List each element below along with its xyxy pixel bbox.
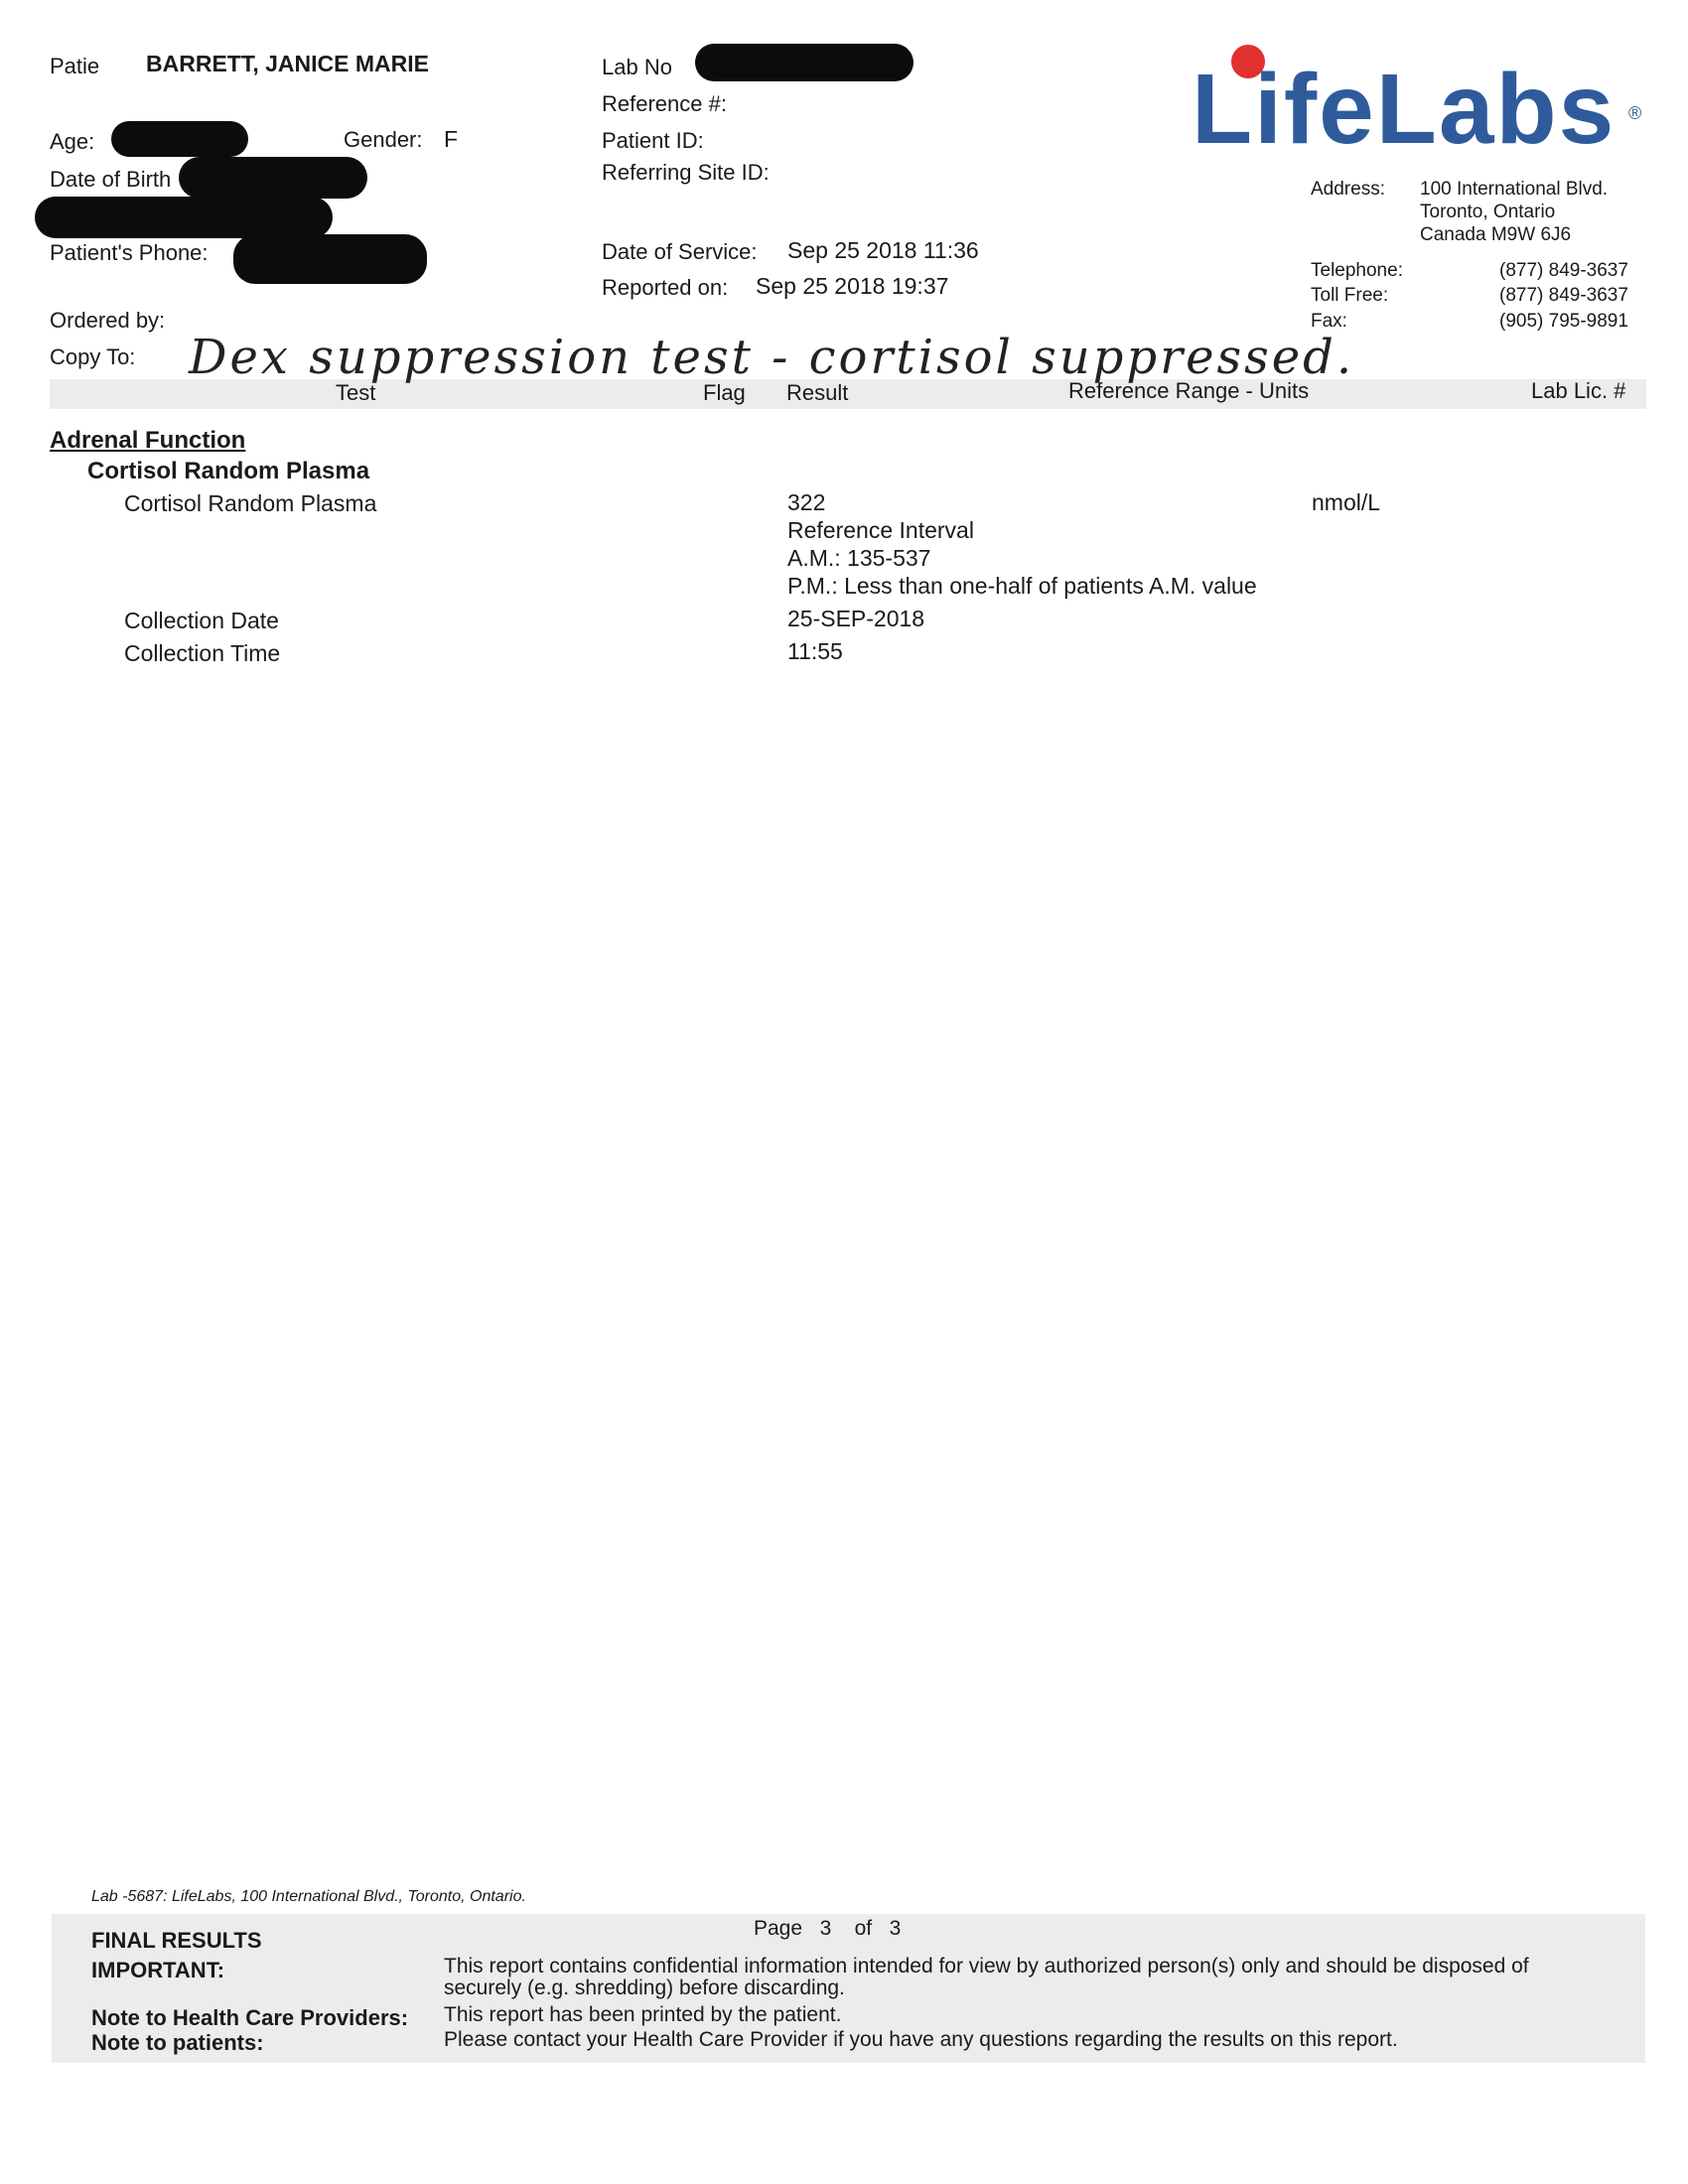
dob-label: Date of Birth bbox=[50, 167, 172, 192]
address-label: Address: bbox=[1311, 179, 1385, 200]
patient-name-label: Patie bbox=[50, 54, 100, 78]
final-results-label: FINAL RESULTS bbox=[91, 1928, 262, 1953]
test-name: Cortisol Random Plasma bbox=[124, 490, 377, 516]
reported-on-label: Reported on: bbox=[602, 275, 729, 300]
lab-no-redaction bbox=[695, 44, 914, 81]
fax-value: (905) 795-9891 bbox=[1499, 311, 1628, 332]
result-units: nmol/L bbox=[1312, 489, 1381, 515]
column-lab-lic: Lab Lic. # bbox=[1531, 378, 1626, 403]
column-flag: Flag bbox=[703, 380, 746, 405]
reference-label: Reference #: bbox=[602, 91, 727, 116]
address-line-2: Toronto, Ontario bbox=[1420, 202, 1556, 222]
am-range: A.M.: 135-537 bbox=[787, 545, 931, 571]
logo-registered-mark: ® bbox=[1628, 103, 1642, 123]
patients-note-text: Please contact your Health Care Provider if you have any questions regarding the results on this report. bbox=[444, 2028, 1398, 2051]
toll-free-value: (877) 849-3637 bbox=[1499, 285, 1628, 306]
page-indicator bbox=[754, 1917, 901, 1941]
age-label: Age: bbox=[50, 129, 95, 154]
column-reference-range: Reference Range - Units bbox=[1068, 378, 1310, 403]
collection-date-value: 25-SEP-2018 bbox=[787, 606, 925, 631]
lab-line: Lab -5687: LifeLabs, 100 International Blvd., Toronto, Ontario. bbox=[91, 1888, 526, 1905]
patient-phone-label: Patient's Phone: bbox=[50, 240, 209, 265]
telephone-value: (877) 849-3637 bbox=[1499, 260, 1628, 281]
important-label: IMPORTANT: bbox=[91, 1958, 225, 1982]
logo-text: LifeLabs bbox=[1192, 54, 1617, 165]
patient-id-label: Patient ID: bbox=[602, 128, 704, 153]
date-of-service-label: Date of Service: bbox=[602, 239, 758, 264]
toll-free-label: Toll Free: bbox=[1311, 285, 1389, 306]
reference-interval-label: Reference Interval bbox=[787, 517, 974, 543]
lifelabs-logo bbox=[1192, 40, 1658, 169]
copy-to-label: Copy To: bbox=[50, 344, 136, 369]
phone-redaction bbox=[233, 234, 427, 284]
address-line-1: 100 International Blvd. bbox=[1420, 179, 1609, 200]
dob-redaction bbox=[179, 157, 367, 199]
page-current: 3 bbox=[819, 1917, 832, 1940]
important-text: This report contains confidential information intended for view by authorized person(s) only and should be disposed of securely (e.g. shredding) before discarding. bbox=[444, 1955, 1529, 1999]
address-line-3: Canada M9W 6J6 bbox=[1420, 224, 1572, 245]
collection-time-value: 11:55 bbox=[787, 638, 843, 664]
page-total: 3 bbox=[889, 1917, 902, 1940]
ordered-by-label: Ordered by: bbox=[50, 308, 166, 333]
reported-on-value: Sep 25 2018 19:37 bbox=[756, 273, 949, 299]
section-adrenal-function: Adrenal Function bbox=[50, 427, 246, 454]
collection-time-label: Collection Time bbox=[124, 640, 281, 666]
patients-note-label: Note to patients: bbox=[91, 2030, 264, 2055]
patient-name: BARRETT, JANICE MARIE bbox=[146, 51, 429, 76]
hcp-note-label: Note to Health Care Providers: bbox=[91, 2005, 409, 2030]
referring-site-label: Referring Site ID: bbox=[602, 160, 770, 185]
hcp-note-text: This report has been printed by the patient. bbox=[444, 2003, 842, 2026]
gender-value: F bbox=[444, 126, 459, 152]
fax-label: Fax: bbox=[1311, 311, 1347, 332]
column-test: Test bbox=[336, 380, 376, 405]
pm-range: P.M.: Less than one-half of patients A.M. value bbox=[787, 573, 1257, 599]
collection-date-label: Collection Date bbox=[124, 608, 279, 633]
page-label: Page bbox=[754, 1917, 803, 1940]
age-redaction bbox=[111, 121, 248, 157]
page-of: of bbox=[854, 1917, 873, 1940]
date-of-service-value: Sep 25 2018 11:36 bbox=[787, 237, 979, 263]
subsection-cortisol: Cortisol Random Plasma bbox=[87, 458, 370, 484]
handwritten-note: Dex suppression test - cortisol suppressed. bbox=[189, 330, 1355, 385]
result-value: 322 bbox=[787, 489, 826, 515]
address-redaction bbox=[35, 197, 333, 238]
lab-no-label: Lab No bbox=[602, 55, 672, 79]
telephone-label: Telephone: bbox=[1311, 260, 1403, 281]
column-result: Result bbox=[786, 380, 849, 405]
gender-label: Gender: bbox=[344, 127, 423, 152]
